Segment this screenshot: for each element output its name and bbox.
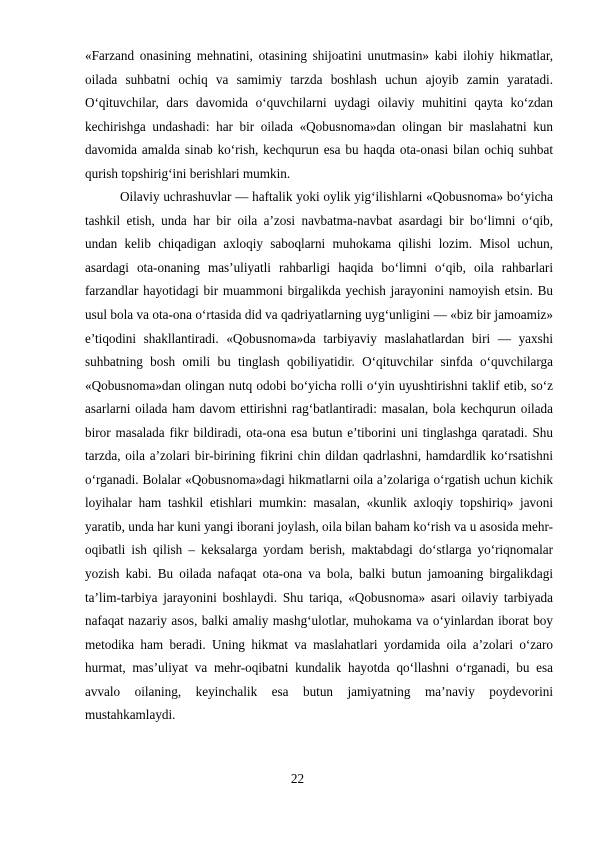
paragraph-1: «Farzand onasining mehnatini, otasining shijoatini unutmasin» kabi ilohiy hikmatlar, oilada suhbatni ochiq va samimiy tarzda boshlash uchun ajoyib zamin yaratadi. O‘qituvchilar, dars davomida o‘quvchilarni uydagi oilaviy muhitini qayta ko‘zdan kechirishga undashadi: har bir oilada «Qobusnoma»dan olingan bir maslahatni kun davomida amalda sinab ko‘rish, kechqurun esa bu haqda ota-onasi bilan ochiq suhbat qurish topshirig‘ini berishlari mumkin. [85,48,553,181]
document-body [85,44,553,727]
page-number: 22 [290,771,305,786]
paragraph-2: Oilaviy uchrashuvlar — haftalik yoki oylik yig‘ilishlarni «Qobusnoma» bo‘yicha tashkil etish, unda har bir oila a’zosi navbatma-navbat asardagi bir bo‘limni o‘qib, undan kelib chiqadigan axloqiy saboqlarni muhokama qilishi lozim. Misol uchun, asardagi ota-onaning mas’uliyatli rahbarligi haqida bo‘limni o‘qib, oila rahbarlari farzandlar hayotidagi bir muammoni birgalikda yechish jarayonini namoyish etsin. Bu usul bola va ota-ona o‘rtasida did va qadriyatlarning uyg‘unligini — «biz bir jamoamiz» e’tiqodini shakllantiradi. «Qobusnoma»da tarbiyaviy maslahatlardan biri — yaxshi suhbatning bosh omili bu tinglash qobiliyatidir. O‘qituvchilar sinfda o‘quvchilarga «Qobusnoma»dan olingan nutq odobi bo‘yicha rolli o‘yin uyushtirishni taklif etib, so‘z asarlarni oilada ham davom ettirishni rag‘batlantiradi: masalan, bola kechqurun oilada biror masalada fikr bildiradi, ota-ona esa butun e’tiborini uni tinglashga qaratadi. Shu tarzda, oila a’zolari bir-birining fikrini chin dildan qadrlashni, hamdardlik ko‘rsatishni o‘rganadi. Bolalar «Qobusnoma»dagi hikmatlarni oila a’zolariga o‘rgatish uchun kichik loyihalar ham tashkil etishlari mumkin: masalan, «kunlik axloqiy topshiriq» javoni yaratib, unda har kuni yangi iborani joylash, oila bilan baham ko‘rish va u asosida mehr-oqibatli ish qilish – keksalarga yordam berish, maktabdagi do‘stlarga yo‘riqnomalar yozish kabi. Bu oilada nafaqat ota-ona va bola, balki butun jamoaning birgalikdagi ta’lim-tarbiya jarayonini boshlaydi. Shu tariqa, «Qobusnoma» asari oilaviy tarbiyada nafaqat nazariy asos, balki amaliy mashg‘ulotlar, muhokama va o‘yinlardan iborat boy metodika ham beradi. Uning hikmat va maslahatlari yordamida oila a’zolari o‘zaro hurmat, mas’uliyat va mehr-oqibatni kundalik hayotda qo‘llashni o‘rganadi, bu esa avvalo oilaning, keyinchalik esa butun jamiyatning ma’naviy poydevorini mustahkamlaydi. [85,189,553,723]
